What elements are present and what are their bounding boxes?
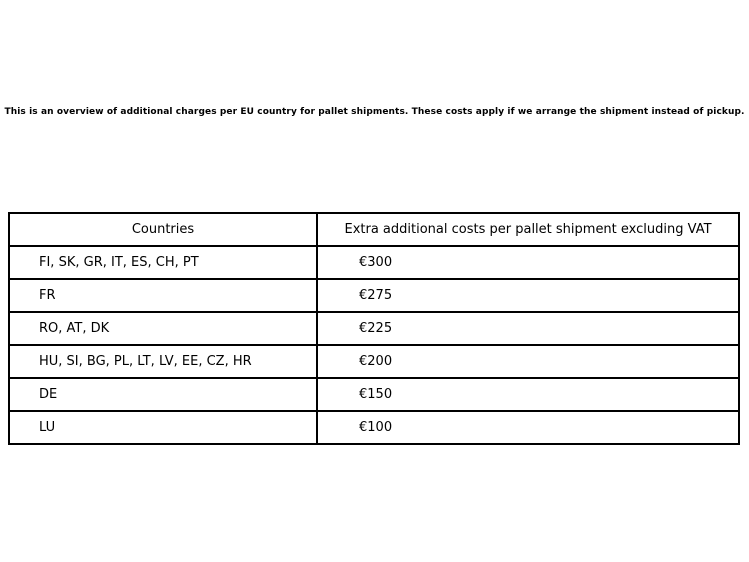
table-row: [9, 246, 739, 279]
cost-cell: €200: [317, 345, 739, 378]
countries-cell: HU, SI, BG, PL, LT, LV, EE, CZ, HR: [9, 345, 317, 378]
table-header-row: [9, 213, 739, 246]
table-row: [9, 411, 739, 444]
charges-table: [8, 212, 740, 445]
cost-cell: €100: [317, 411, 739, 444]
column-header-cost: Extra additional costs per pallet shipment excluding VAT: [317, 213, 739, 246]
table-row: [9, 378, 739, 411]
column-header-countries: Countries: [9, 213, 317, 246]
intro-text: This is an overview of additional charges per EU country for pallet shipments. These costs apply if we arrange the shipment instead of pickup.: [4, 107, 745, 117]
table-row: [9, 279, 739, 312]
countries-cell: DE: [9, 378, 317, 411]
cost-cell: €225: [317, 312, 739, 345]
cost-cell: €300: [317, 246, 739, 279]
table-row: [9, 345, 739, 378]
countries-cell: LU: [9, 411, 317, 444]
countries-cell: FR: [9, 279, 317, 312]
cost-cell: €275: [317, 279, 739, 312]
cost-cell: €150: [317, 378, 739, 411]
countries-cell: FI, SK, GR, IT, ES, CH, PT: [9, 246, 317, 279]
countries-cell: RO, AT, DK: [9, 312, 317, 345]
table-row: [9, 312, 739, 345]
